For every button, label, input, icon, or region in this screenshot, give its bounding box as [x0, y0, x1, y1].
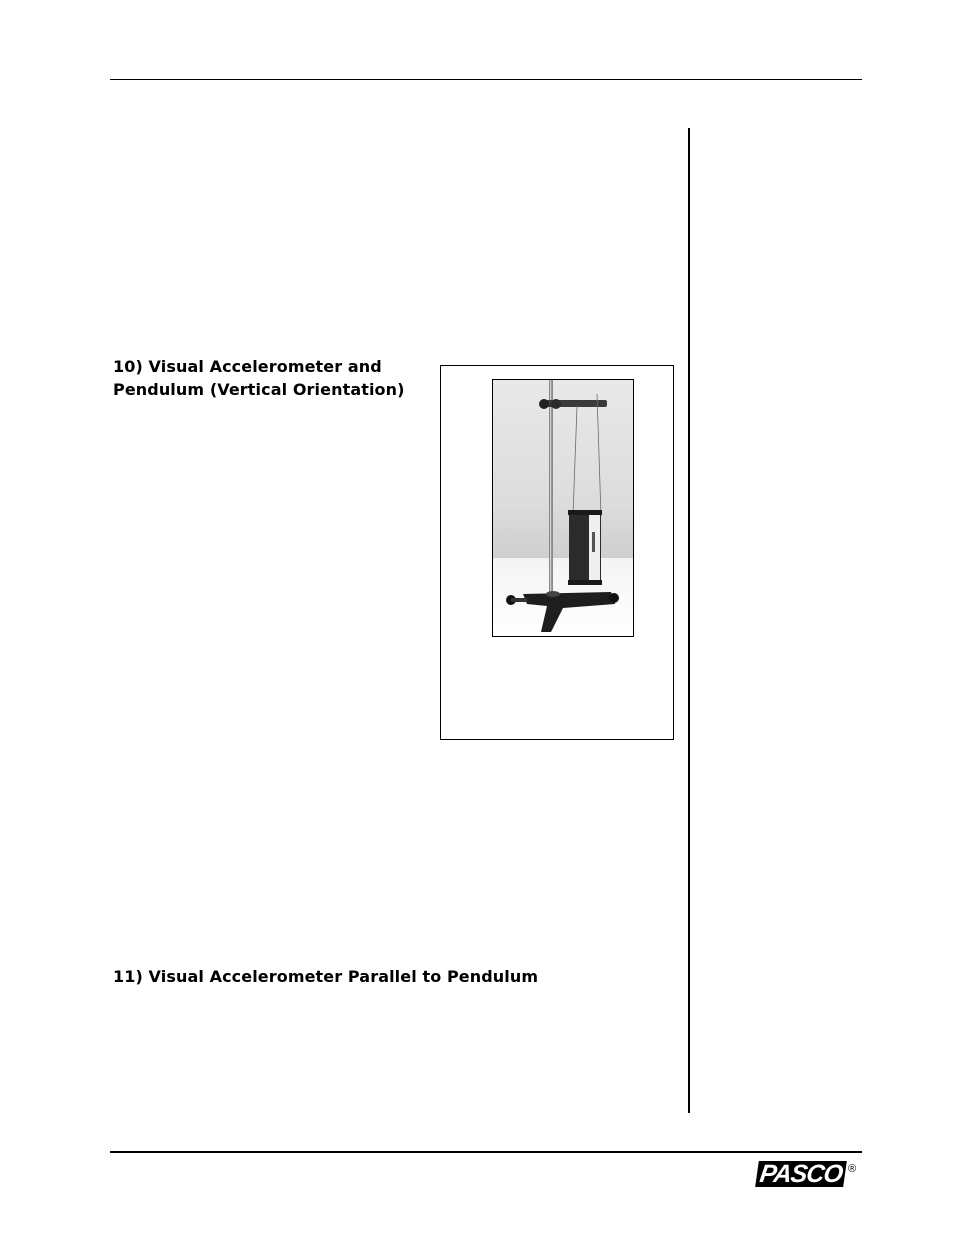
- section-heading-10-line2: Pendulum (Vertical Orientation): [113, 380, 405, 399]
- section-heading-10-line1: 10) Visual Accelerometer and: [113, 357, 382, 376]
- registered-mark: ®: [848, 1163, 857, 1175]
- pasco-logo: [757, 1161, 856, 1187]
- section-heading-10: [113, 355, 413, 401]
- pendulum-accelerometer-photo: [492, 379, 634, 637]
- section-heading-11: 11) Visual Accelerometer Parallel to Pendulum: [113, 967, 539, 986]
- pasco-logo-text: PASCO: [755, 1161, 847, 1187]
- footer-rule: [110, 1151, 862, 1153]
- pendulum-accelerometer-illustration: [493, 380, 633, 636]
- header-rule: [110, 79, 862, 80]
- margin-rule: [688, 128, 690, 1113]
